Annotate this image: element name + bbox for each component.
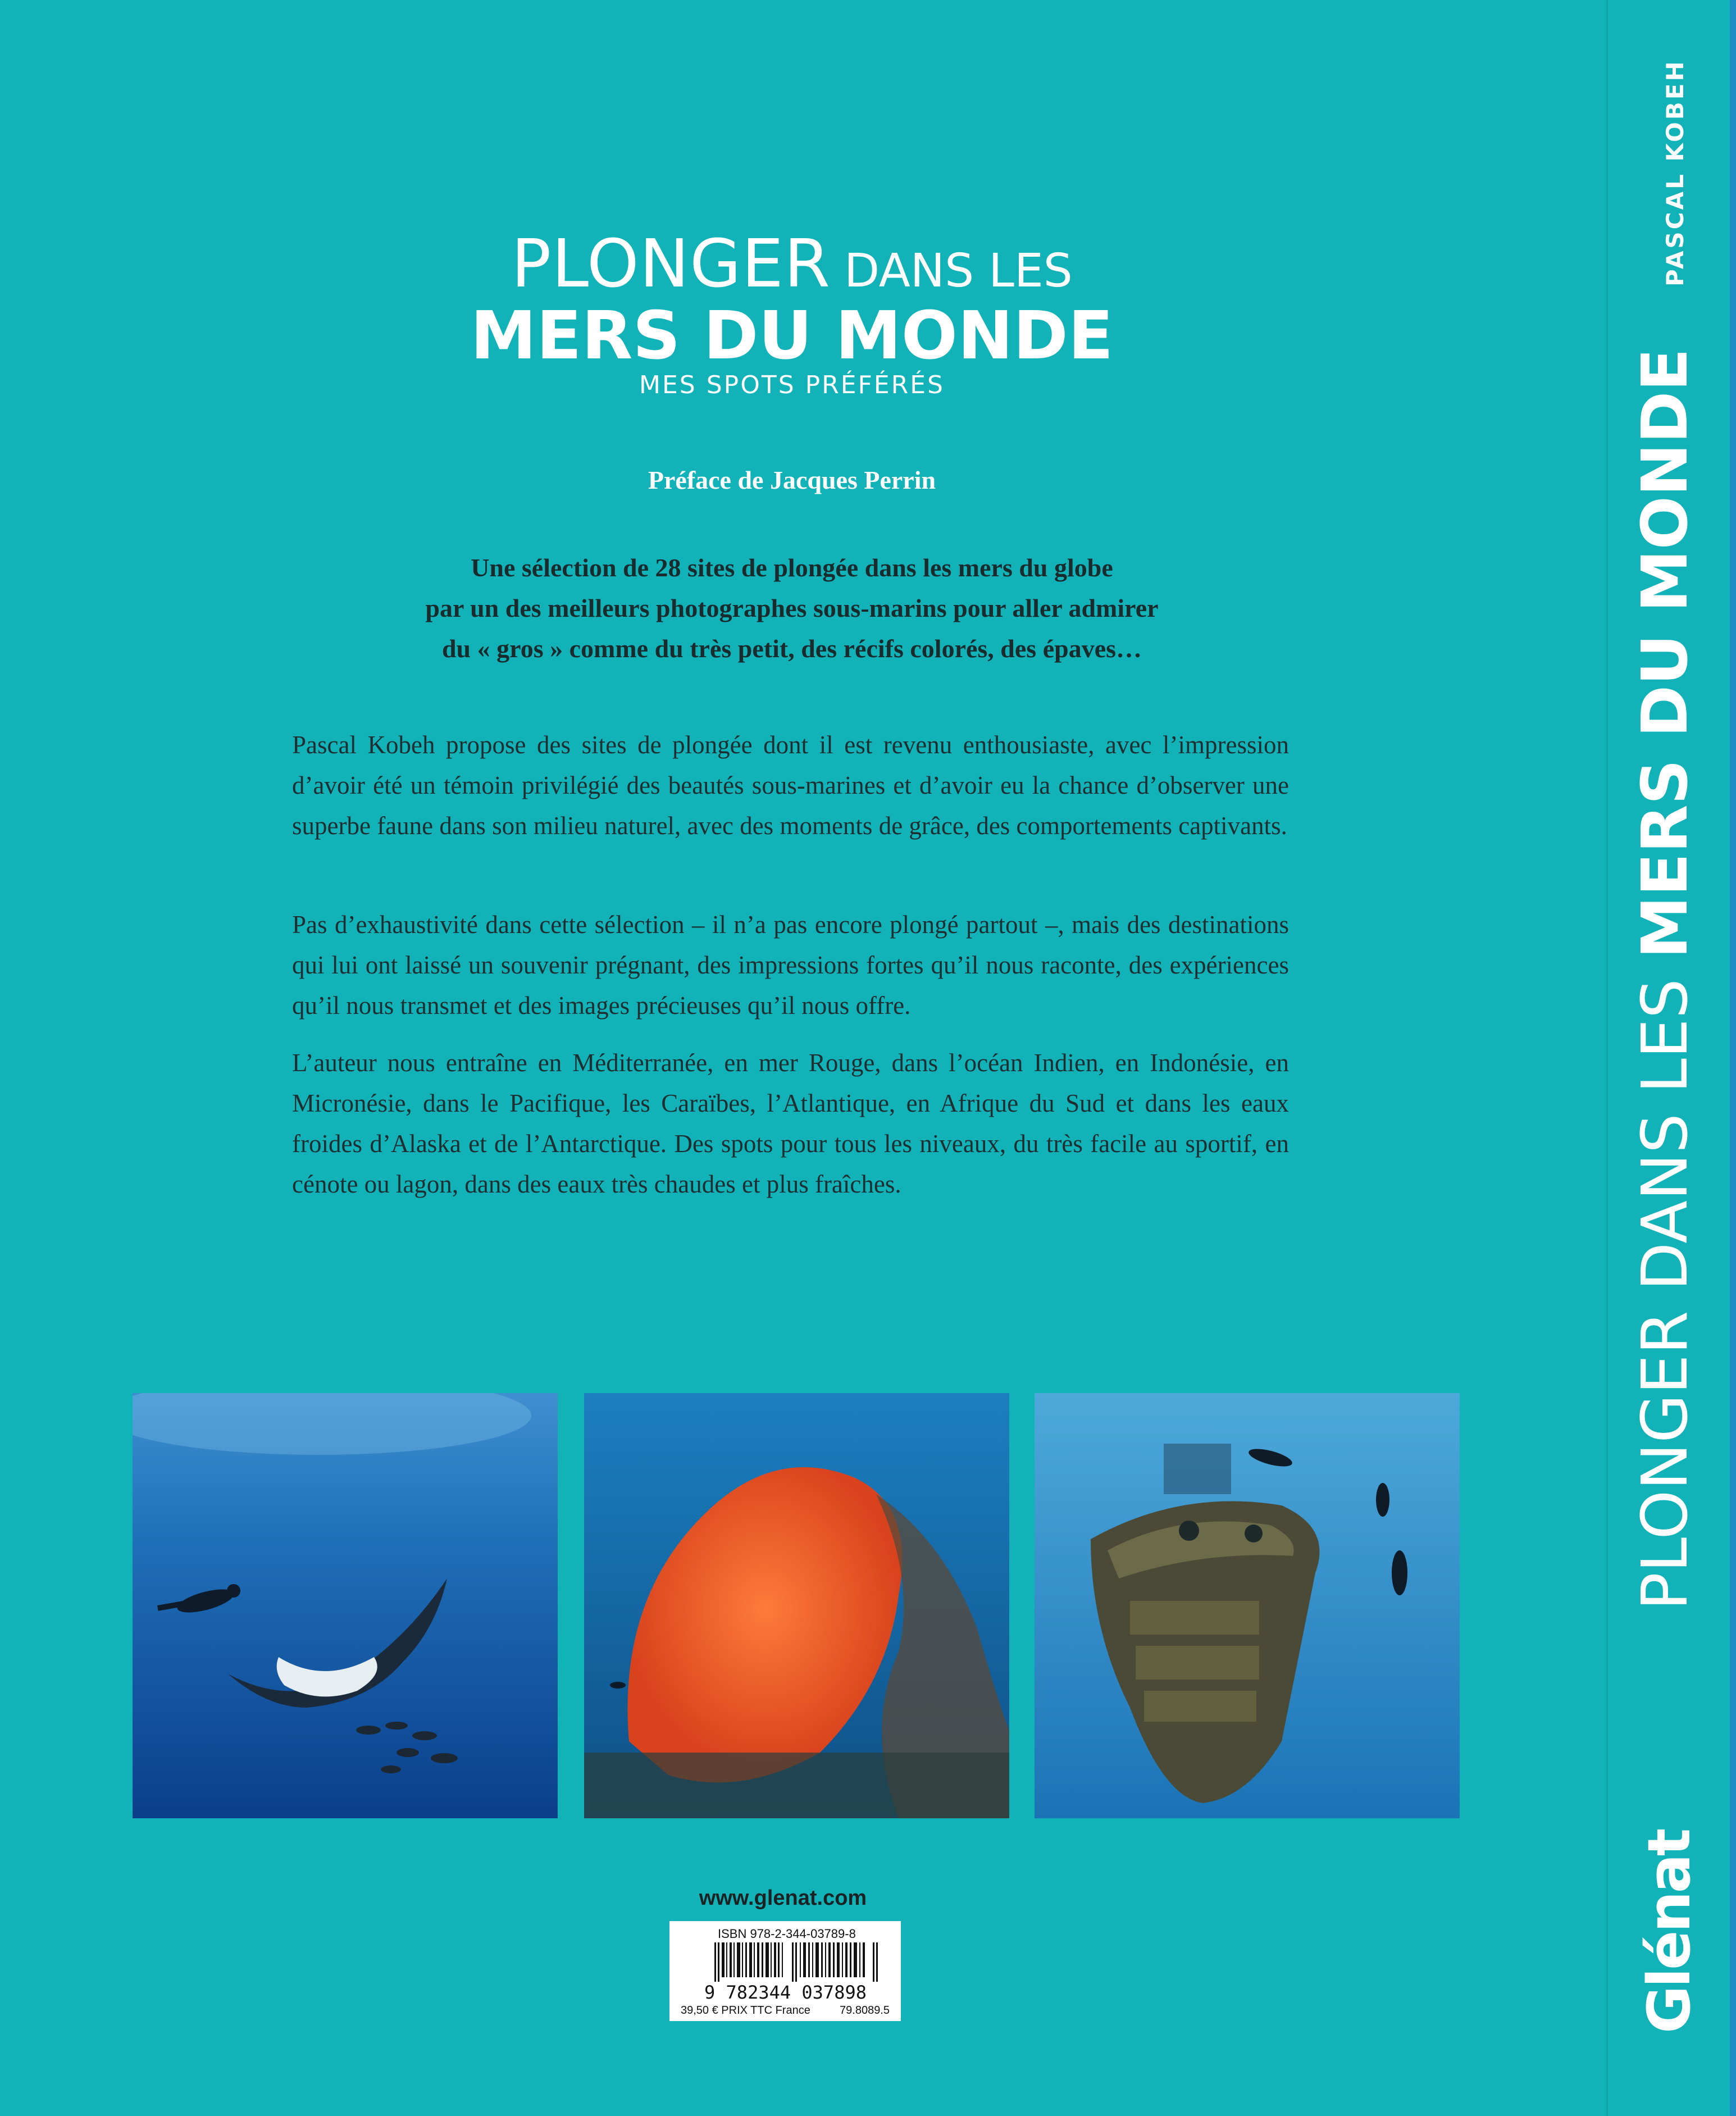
publisher-website[interactable]: www.glenat.com [699,1886,867,1910]
photo-sea-fan [584,1393,1009,1818]
photo-shipwreck [1035,1393,1460,1818]
spine-title-bold: MERS DU MONDE [1629,348,1702,959]
title-line-1 [0,225,1584,302]
tagline [292,548,1292,669]
subtitle: MES SPOTS PRÉFÉRÉS [639,371,945,399]
preface-credit: Préface de Jacques Perrin [648,466,936,494]
tagline-line: par un des meilleurs photographes sous-marins pour aller admirer [425,594,1159,622]
tagline-line: du « gros » comme du très petit, des récifs colorés, des épaves… [441,634,1142,663]
spine-title [1629,348,1702,1674]
body-paragraph-1: Pascal Kobeh propose des sites de plongée dont il est revenu enthousiaste, avec l’impression d’avoir été un témoin privilégié des beautés sous-marines et d’avoir eu la chance d’observer une superbe faune dans son milieu naturel, avec des moments de grâce, des comportements captivants. [292,731,1289,840]
spine-edge [1730,0,1736,2116]
photo-manta-ray [133,1393,558,1818]
spine-author-text: PASCAL KOBEH [1661,59,1689,286]
barcode-bars [714,1942,883,1982]
price-text: 39,50 € PRIX TTC France [681,2004,810,2017]
body-paragraph-3: L’auteur nous entraîne en Méditerranée, en mer Rouge, dans l’océan Indien, en Indonésie, en Micronésie, dans le Pacifique, les Caraïbes, l’Atlantique, en Afrique du Sud et dans les eaux froides d’Alaska et de l’Antarctique. Des spots pour tous les niveaux, du très facile au sportif, en cénote ou lagon, dans des eaux très chaudes et plus fraîches. [292,1049,1289,1198]
barcode-digits: 9 782344 037898 [704,1982,867,2003]
spine-title-thin: PLONGER DANS LES [1629,958,1702,1610]
product-code: 79.8089.5 [840,2004,890,2017]
body-paragraph-2: Pas d’exhaustivité dans cette sélection – il n’a pas encore plongé partout –, mais des destinations qui lui ont laissé un souvenir prégnant, des impressions fortes qu’il nous raconte, des expériences qu’il nous transmet et des images précieuses qu’il nous offre. [292,911,1289,1020]
publisher-logo [1635,1830,1703,2033]
title-dans-les: DANS LES [844,244,1073,298]
title-line-2: MERS DU MONDE [470,297,1114,374]
barcode-label [669,1921,901,2021]
title-plonger: PLONGER [511,225,831,302]
tagline-line: Une sélection de 28 sites de plongée dans les mers du globe [471,553,1113,582]
publisher-logo-text: Glénat [1635,1830,1703,2033]
isbn-text: ISBN 978-2-344-03789-8 [718,1927,856,1941]
spine-author [1658,59,1692,286]
